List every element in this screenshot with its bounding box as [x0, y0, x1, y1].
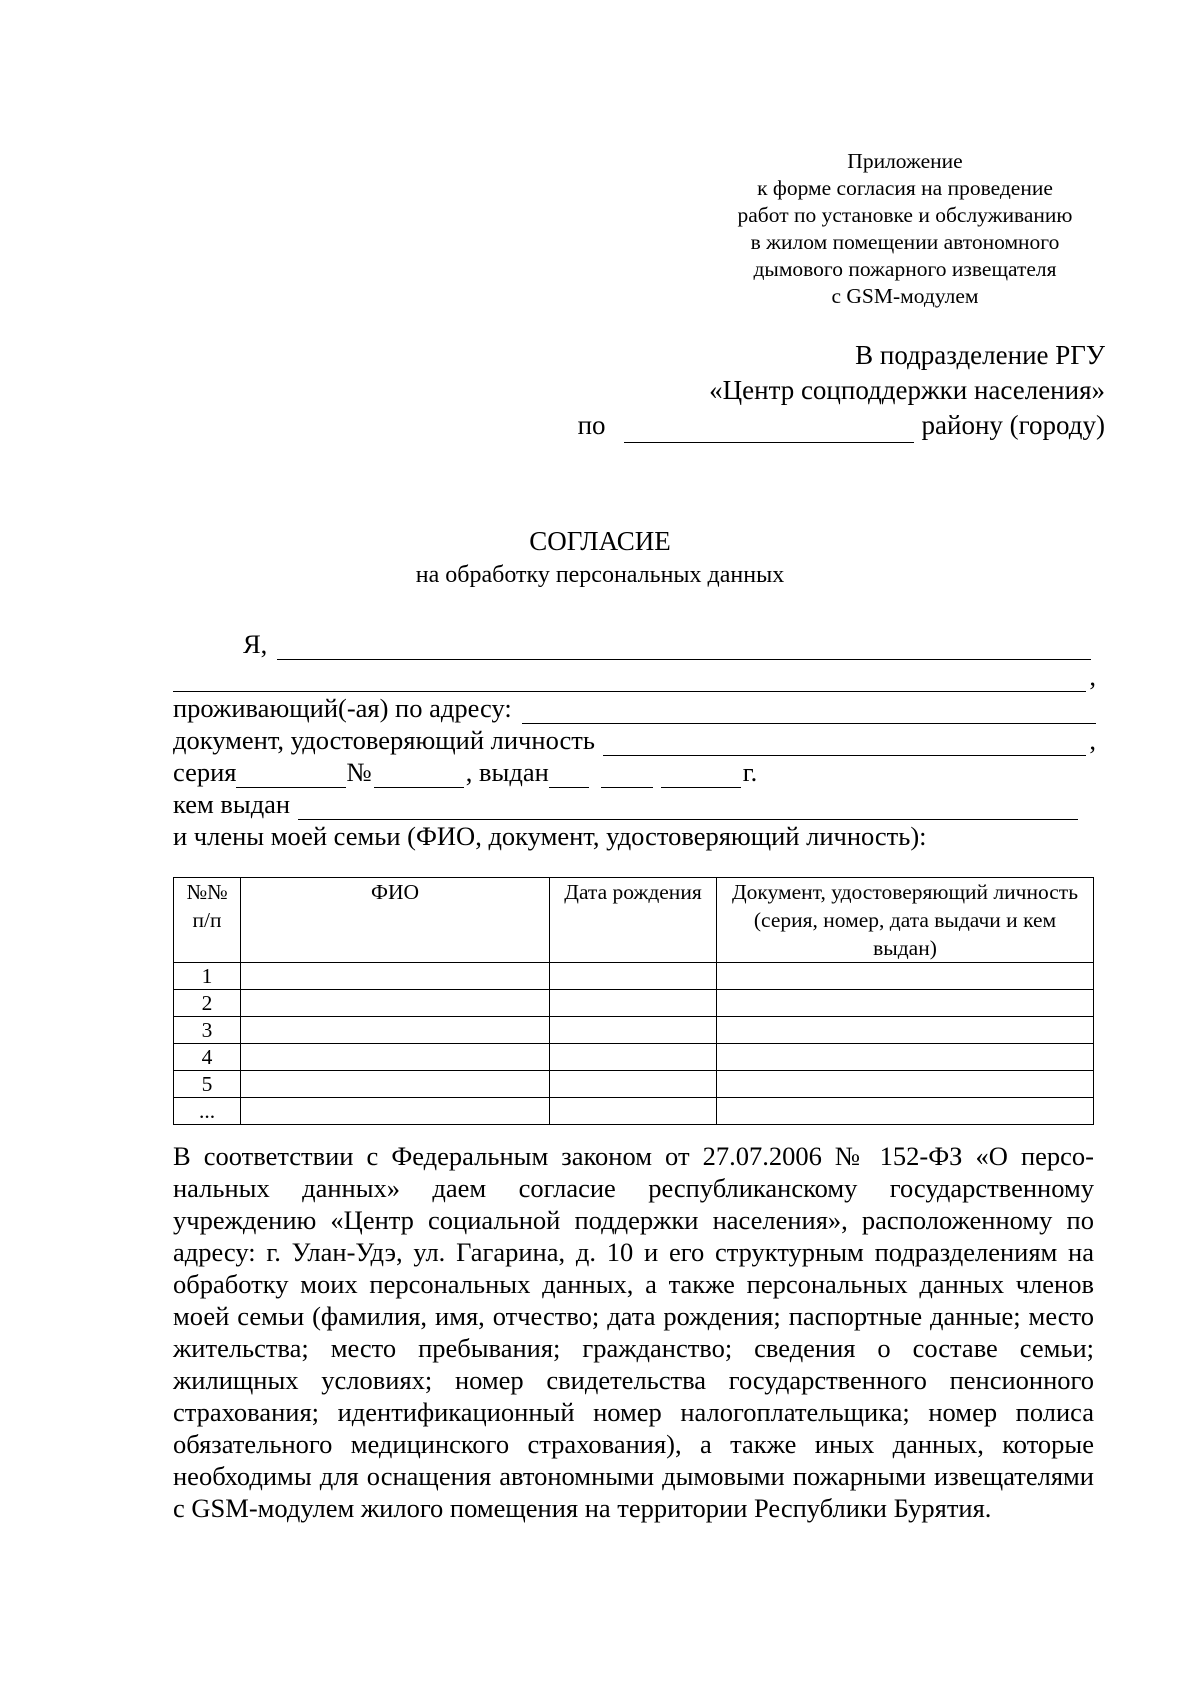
number-blank[interactable] [374, 763, 464, 788]
table-row [174, 1071, 1094, 1098]
id-document-row [173, 724, 1096, 756]
appendix-line: к форме согласия на проведение [757, 176, 1053, 200]
addressee-line-3 [520, 408, 1105, 443]
document-cell[interactable] [717, 990, 1094, 1017]
table-row [174, 963, 1094, 990]
table-row [174, 1017, 1094, 1044]
name-continuation-row [173, 660, 1096, 692]
addressee-line-1: В подразделение РГУ [855, 340, 1105, 370]
appendix-line: в жилом помещении автономного [750, 230, 1060, 254]
row-number: 1 [174, 963, 241, 990]
title-block [0, 524, 1200, 591]
year-suffix: г. [742, 757, 758, 787]
col-header-number: №№ п/п [174, 878, 241, 963]
appendix-line: Приложение [847, 149, 963, 173]
birthdate-cell[interactable] [550, 1071, 717, 1098]
addressee-prefix: по [577, 410, 606, 440]
family-members-table [173, 877, 1094, 1125]
series-blank[interactable] [236, 763, 346, 788]
series-label: серия [173, 757, 237, 787]
district-blank[interactable] [624, 418, 914, 443]
series-row [173, 756, 1096, 788]
issued-day-blank[interactable] [549, 763, 589, 788]
personal-fields [173, 628, 1096, 852]
fio-cell[interactable] [241, 1098, 550, 1125]
birthdate-cell[interactable] [550, 1044, 717, 1071]
birthdate-cell[interactable] [550, 990, 717, 1017]
document-cell[interactable] [717, 963, 1094, 990]
document-title: СОГЛАСИЕ [529, 526, 671, 556]
comma: , [1089, 725, 1096, 755]
full-name-blank-2[interactable] [173, 667, 1086, 692]
issued-by-blank[interactable] [298, 795, 1078, 820]
row-number: 3 [174, 1017, 241, 1044]
birthdate-cell[interactable] [550, 1098, 717, 1125]
document-cell[interactable] [717, 1098, 1094, 1125]
addressee-block [520, 338, 1105, 443]
id-document-label: документ, удостоверяющий личность [173, 725, 595, 755]
row-number: 4 [174, 1044, 241, 1071]
document-cell[interactable] [717, 1044, 1094, 1071]
address-blank[interactable] [522, 699, 1096, 724]
ya-label: Я, [243, 629, 268, 659]
addressee-suffix: району (городу) [921, 410, 1105, 440]
number-label: № [346, 757, 372, 787]
issued-by-row [173, 788, 1096, 820]
family-label: и члены моей семьи (ФИО, документ, удостоверяющий личность): [173, 821, 927, 851]
row-number: ... [174, 1098, 241, 1125]
document-cell[interactable] [717, 1071, 1094, 1098]
issued-label: , выдан [465, 757, 549, 787]
table-row [174, 990, 1094, 1017]
birthdate-cell[interactable] [550, 1017, 717, 1044]
address-row [173, 692, 1096, 724]
fio-cell[interactable] [241, 990, 550, 1017]
birthdate-cell[interactable] [550, 963, 717, 990]
issued-year-blank[interactable] [661, 763, 741, 788]
appendix-header [690, 148, 1120, 310]
document-cell[interactable] [717, 1017, 1094, 1044]
table-row [174, 1098, 1094, 1125]
table-row [174, 1044, 1094, 1071]
col-header-birthdate: Дата рождения [550, 878, 717, 963]
address-label: проживающий(-ая) по адресу: [173, 693, 512, 723]
appendix-line: с GSM-модулем [831, 284, 979, 308]
appendix-line: дымового пожарного извещателя [753, 257, 1057, 281]
fio-cell[interactable] [241, 1044, 550, 1071]
document-subtitle: на обработку персональных данных [415, 562, 785, 588]
consent-paragraph: В соответствии с Федеральным законом от 27.07.2006 № 152-ФЗ «О персональных данных» даем согласие республиканскому государственному учреждению «Центр социальной поддержки населения», расположенному по адресу: г. Улан-Удэ, ул. Гагарина, д. 10 и его структурным подразделениям на обработку моих персональных данных, а также персональных данных членов моей семьи (фамилия, имя, отчество; дата рождения; паспортные данные; место жительства; место пребывания; гражданство; сведения о составе семьи; жилищных условиях; номер свидетельства государственного пенсионного страхования; идентификационный номер налогоплательщика; номер полиса обязательного медицинского страхования), а также иных данных, которые необходимы для оснащения автономными дымовыми пожарными извещателями с GSM-модулем жилого помещения на территории Республики Бурятия. [173, 1141, 1094, 1523]
full-name-blank[interactable] [277, 635, 1091, 660]
family-row [173, 820, 1096, 852]
fio-cell[interactable] [241, 1017, 550, 1044]
col-header-document: Документ, удостоверяющий личность (серия, номер, дата выдачи и кем выдан) [717, 878, 1094, 963]
id-document-blank[interactable] [603, 731, 1086, 756]
name-row [173, 628, 1096, 660]
addressee-line-2: «Центр соцподдержки населения» [709, 375, 1105, 405]
issued-month-blank[interactable] [601, 763, 653, 788]
issued-by-label: кем выдан [173, 789, 291, 819]
appendix-line: работ по установке и обслуживанию [737, 203, 1073, 227]
table-header-row [174, 878, 1094, 963]
fio-cell[interactable] [241, 1071, 550, 1098]
col-header-fio: ФИО [241, 878, 550, 963]
fio-cell[interactable] [241, 963, 550, 990]
row-number: 2 [174, 990, 241, 1017]
comma: , [1089, 661, 1096, 691]
row-number: 5 [174, 1071, 241, 1098]
